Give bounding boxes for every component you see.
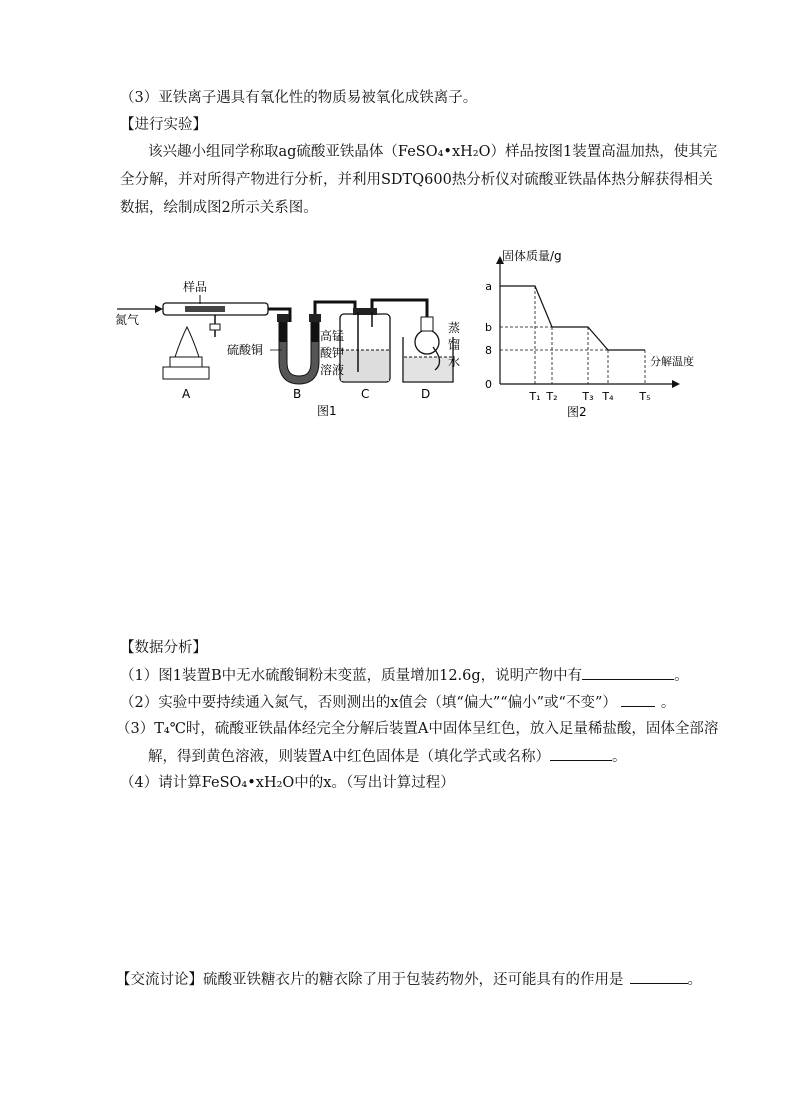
q2-end: 。 [660, 695, 676, 711]
nitrogen-label: 氮气 [115, 313, 140, 327]
x-tick-label: T₂ [546, 390, 558, 403]
label-B: B [293, 387, 302, 401]
experiment-para-line1: 该兴趣小组同学称取ag硫酸亚铁晶体（FeSO₄•xH₂O）样品按图1装置高温加热，使其完 [148, 144, 718, 160]
q1-end: 。 [674, 668, 689, 684]
figure2-caption: 图2 [567, 405, 587, 419]
q4-text: （4）请计算FeSO₄•xH₂O中的x。（写出计算过程） [120, 775, 455, 791]
flame-icon [175, 327, 199, 357]
x-tick-label: T₅ [639, 390, 651, 403]
x-axis-arrow-icon [672, 380, 680, 388]
experiment-para-line3: 数据，绘制成图2所示关系图。 [120, 200, 318, 216]
label-C: C [361, 387, 370, 401]
kmno4-label-2: 酸钾 [320, 346, 345, 360]
y-tick-label: 8 [485, 344, 492, 357]
q3-line1: （3）T₄℃时，硫酸亚铁晶体经完全分解后装置A中固体呈红色，放入足量稀盐酸，固体全部溶 [116, 721, 719, 737]
figure1-apparatus [115, 262, 465, 427]
intro-item-3: （3）亚铁离子遇具有氧化性的物质易被氧化成铁离子。 [120, 90, 478, 106]
water-label-3: 水 [448, 355, 461, 369]
q1-text: （1）图1装置B中无水硫酸铜粉末变蓝，质量增加12.6g，说明产物中有 [120, 668, 583, 684]
chart-xlabel: 分解温度 [650, 355, 694, 368]
discussion-heading: 【交流讨论】 [116, 972, 203, 988]
q3-end: 。 [611, 749, 627, 765]
experiment-para-line2: 全分解，并对所得产物进行分析，并利用SDTQ600热分析仪对硫酸亚铁晶体热分解获得相关 [120, 172, 713, 188]
burner-base [163, 367, 209, 379]
chart-ylabel: 固体质量/g [502, 249, 562, 263]
y-tick-label: a [485, 280, 492, 293]
label-A: A [182, 387, 191, 401]
q2-text: （2）实验中要持续通入氮气，否则测出的x值会（填“偏大”“偏小”或“不变”） [120, 695, 617, 711]
x-tick-label: T₄ [602, 390, 614, 403]
experiment-heading: 【进行实验】 [120, 117, 207, 133]
label-D: D [421, 387, 431, 401]
figure2-chart [482, 244, 702, 424]
q3-line2: 解，得到黄色溶液，则装置A中红色固体是（填化学式或名称） [148, 749, 550, 765]
cuso4-label: 硫酸铜 [227, 343, 264, 357]
kmno4-label-3: 溶液 [320, 363, 345, 377]
q3-answer-blank[interactable] [550, 746, 612, 761]
y-tick-label: 0 [485, 378, 492, 391]
figure1-caption: 图1 [317, 404, 337, 418]
series-line [500, 286, 645, 350]
sample-powder [185, 306, 225, 312]
analysis-heading: 【数据分析】 [120, 640, 207, 656]
discussion-text: 硫酸亚铁糖衣片的糖衣除了用于包装药物外，还可能具有的作用是 [203, 972, 624, 988]
inlet-arrow-icon [155, 305, 163, 313]
y-tick-label: b [485, 321, 492, 334]
kmno4-label-1: 高锰 [320, 329, 345, 343]
burner-neck [170, 357, 202, 367]
q2-answer-blank[interactable] [621, 692, 655, 707]
x-tick-label: T₁ [529, 390, 541, 403]
water-label-1: 蒸 [448, 321, 461, 335]
water-label-2: 馏 [448, 338, 461, 352]
q1-answer-blank[interactable] [582, 665, 674, 680]
sample-label: 样品 [183, 280, 208, 294]
discussion-end: 。 [687, 972, 702, 988]
discussion-answer-blank[interactable] [630, 969, 688, 984]
x-tick-label: T₃ [582, 390, 594, 403]
